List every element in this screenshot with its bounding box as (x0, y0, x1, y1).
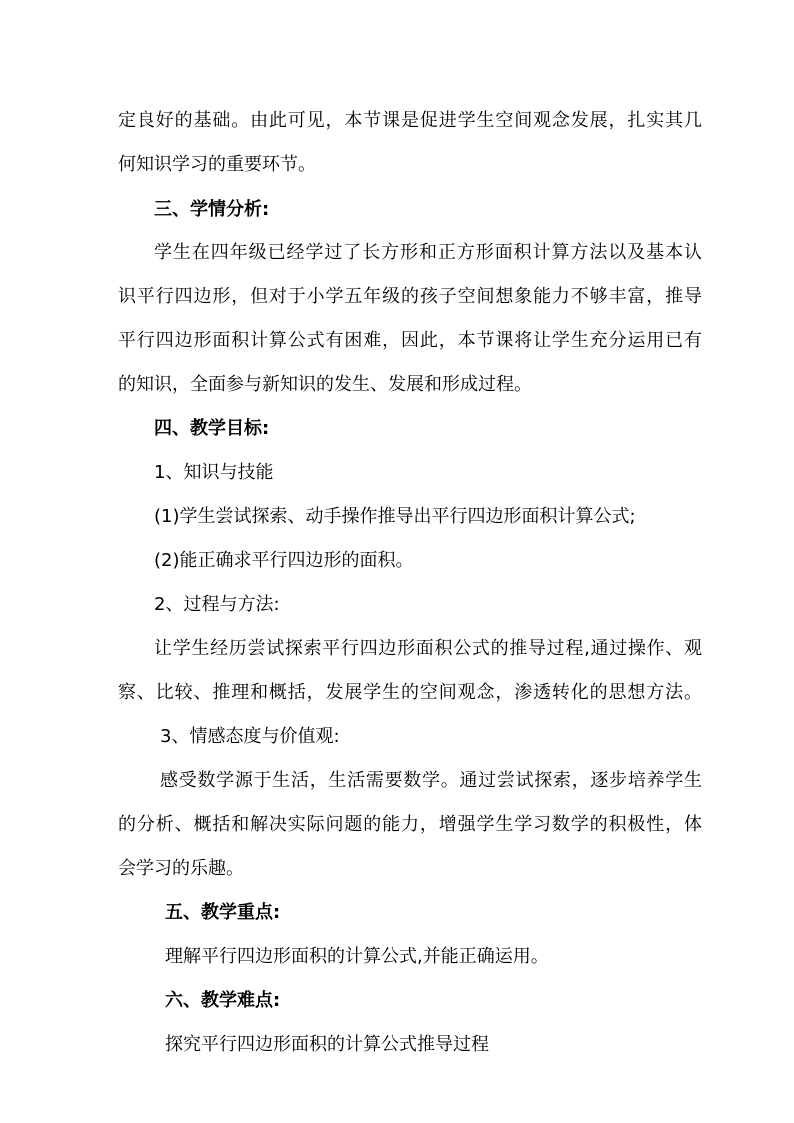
paragraph-line: 理解平行四边形面积的计算公式,并能正确运用。 (165, 946, 549, 967)
paragraph-line: 定良好的基础。由此可见，本节课是促进学生空间观念发展，扎实其几 (118, 110, 702, 131)
section-heading-learner-analysis: 三、学情分析: (154, 199, 270, 220)
paragraph-line: 让学生经历尝试探索平行四边形面积公式的推导过程,通过操作、观 (154, 638, 702, 659)
goal-title-process: 2、过程与方法: (154, 594, 280, 615)
section-heading-difficulties: 六、教学难点: (165, 990, 281, 1011)
goal-title-knowledge: 1、知识与技能 (154, 462, 274, 483)
paragraph-line: 何知识学习的重要环节。 (118, 154, 316, 175)
paragraph-line: 察、比较、推理和概括，发展学生的空间观念，渗透转化的思想方法。 (118, 682, 702, 703)
paragraph-line: 识平行四边形，但对于小学五年级的孩子空间想象能力不够丰富，推导 (118, 286, 702, 307)
section-heading-teaching-goals: 四、教学目标: (154, 418, 270, 439)
paragraph-line: 的知识，全面参与新知识的发生、发展和形成过程。 (118, 374, 532, 395)
section-heading-key-points: 五、教学重点: (165, 902, 281, 923)
paragraph-line: 感受数学源于生活，生活需要数学。通过尝试探索，逐步培养学生 (160, 770, 702, 791)
paragraph-line: 平行四边形面积计算公式有困难，因此，本节课将让学生充分运用已有 (118, 330, 702, 351)
goal-item: (1)学生尝试探索、动手操作推导出平行四边形面积计算公式; (154, 506, 636, 527)
goal-title-attitude: 3、情感态度与价值观: (160, 726, 340, 747)
goal-item: (2)能正确求平行四边形的面积。 (154, 550, 414, 571)
paragraph-line: 的分析、概括和解决实际问题的能力，增强学生学习数学的积极性，体 (118, 814, 702, 835)
paragraph-line: 学生在四年级已经学过了长方形和正方形面积计算方法以及基本认 (154, 242, 702, 263)
paragraph-line: 探究平行四边形面积的计算公式推导过程 (165, 1034, 489, 1055)
paragraph-line: 会学习的乐趣。 (118, 858, 244, 879)
